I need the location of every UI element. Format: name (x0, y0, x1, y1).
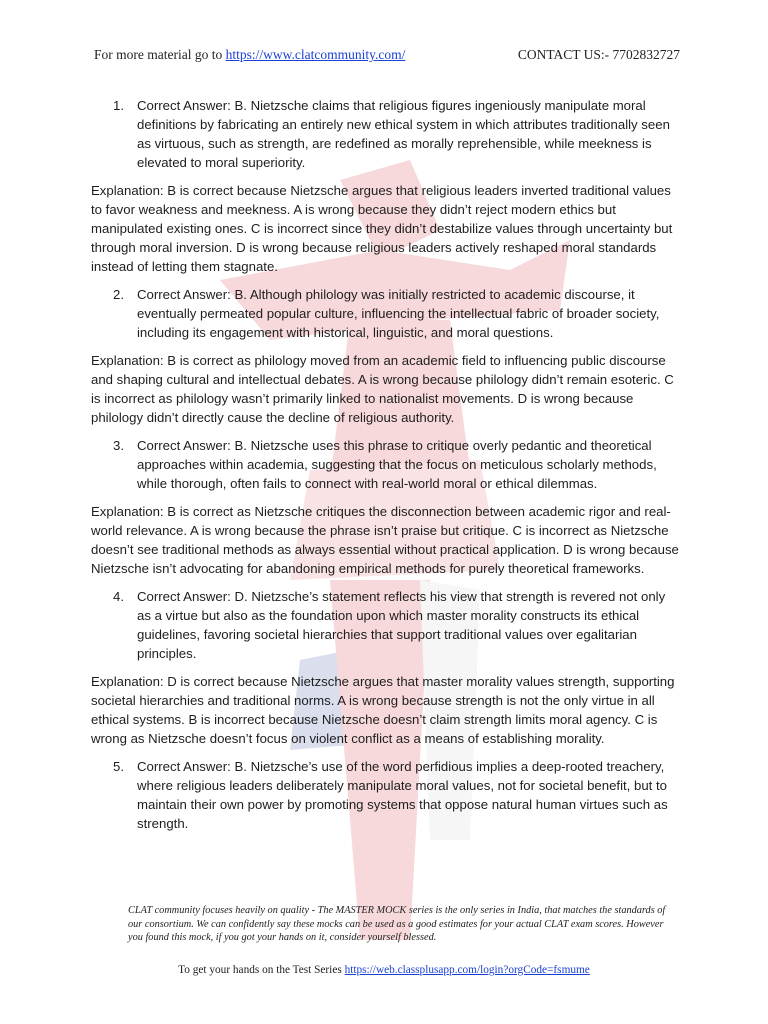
correct-answer-text: Correct Answer: D. Nietzsche’s statement reflects his view that strength is revered not only as a virtue but also as the foundation upon which master morality constructs its ethical guidelines, favoring societal hierarchies that support traditional values over egalitarian principles. (137, 589, 666, 661)
answer-item-1 (113, 96, 681, 172)
page-footer (0, 964, 768, 976)
answer-item-4 (113, 587, 681, 663)
footer-label: To get your hands on the Test Series (178, 964, 345, 976)
promo-footnote: CLAT community focuses heavily on quality - The MASTER MOCK series is the only series in India, that matches the standards of our consortium. We can confidently say these mocks can be used as a good estimates for your actual CLAT exam scores. However you found this mock, if you got your hands on it, consider yourself blessed. (128, 905, 666, 943)
answer-number: 1. (113, 98, 124, 113)
explanation-text: Explanation: B is correct as philology moved from an academic field to influencing public discourse and shaping cultural and intellectual debates. A is wrong because philology didn’t remain esoteric. C is incorrect as philology wasn’t primarily linked to nationalist movements. D is wrong because philology didn’t directly cause the decline of religious authority. (91, 353, 674, 425)
correct-answer-text: Correct Answer: B. Nietzsche uses this phrase to critique overly pedantic and theoretical approaches within academia, suggesting that the focus on meticulous scholarly methods, while thorough, often fails to connect with real-world moral or ethical dilemmas. (137, 438, 657, 491)
correct-answer-text: Correct Answer: B. Although philology was initially restricted to academic discourse, it eventually permeated popular culture, influencing the intellectual fabric of broader society, including its engagement with historical, linguistic, and moral questions. (137, 287, 660, 340)
answer-key (91, 96, 681, 842)
header-left-label: For more material go to (94, 47, 226, 62)
answer-number: 3. (113, 438, 124, 453)
test-series-link[interactable]: https://web.classplusapp.com/login?orgCode=fsmume (344, 964, 590, 976)
correct-answer-text: Correct Answer: B. Nietzsche claims that religious figures ingeniously manipulate moral definitions by fabricating an entirely new ethical system in which attributes traditionally seen as virtuous, such as strength, are redefined as morally reprehensible, while meekness is elevated to moral superiority. (137, 98, 670, 170)
answer-number: 4. (113, 589, 124, 604)
correct-answer-text: Correct Answer: B. Nietzsche’s use of the word perfidious implies a deep-rooted treachery, where religious leaders deliberately manipulate moral values, not for societal benefit, but to maintain their own power by promoting systems that oppose natural human virtues such as strength. (137, 759, 668, 831)
clatcommunity-link[interactable]: https://www.clatcommunity.com/ (225, 47, 406, 62)
answer-item-5 (113, 757, 681, 833)
header-material-text (94, 47, 405, 63)
explanation-text: Explanation: B is correct as Nietzsche critiques the disconnection between academic rigor and real-world relevance. A is wrong because the phrase isn’t praise but critique. C is incorrect as Nietzsche doesn’t see traditional methods as always essential without practical application. D is wrong because Nietzsche isn’t advocating for abandoning empirical methods for purely theoretical frameworks. (91, 504, 679, 576)
explanation-text: Explanation: D is correct because Nietzsche argues that master morality values strength, supporting societal hierarchies and traditional norms. A is wrong because strength is not the only virtue in all ethical systems. B is incorrect because Nietzsche doesn’t claim strength limits moral agency. C is wrong as Nietzsche doesn’t focus on violent conflict as a means of establishing morality. (91, 674, 675, 746)
contact-text: CONTACT US:- 7702832727 (517, 47, 680, 62)
answer-number: 2. (113, 287, 124, 302)
answer-item-3 (113, 436, 681, 493)
answer-item-2 (113, 285, 681, 342)
answer-number: 5. (113, 759, 124, 774)
explanation-text: Explanation: B is correct because Nietzsche argues that religious leaders inverted traditional values to favor weakness and meekness. A is wrong because they didn’t reject modern ethics but manipulated existing ones. C is incorrect since they didn’t destabilize values through uncertainty but through moral inversion. D is wrong because religious leaders actively reshaped moral standards instead of letting them stagnate. (91, 183, 673, 274)
